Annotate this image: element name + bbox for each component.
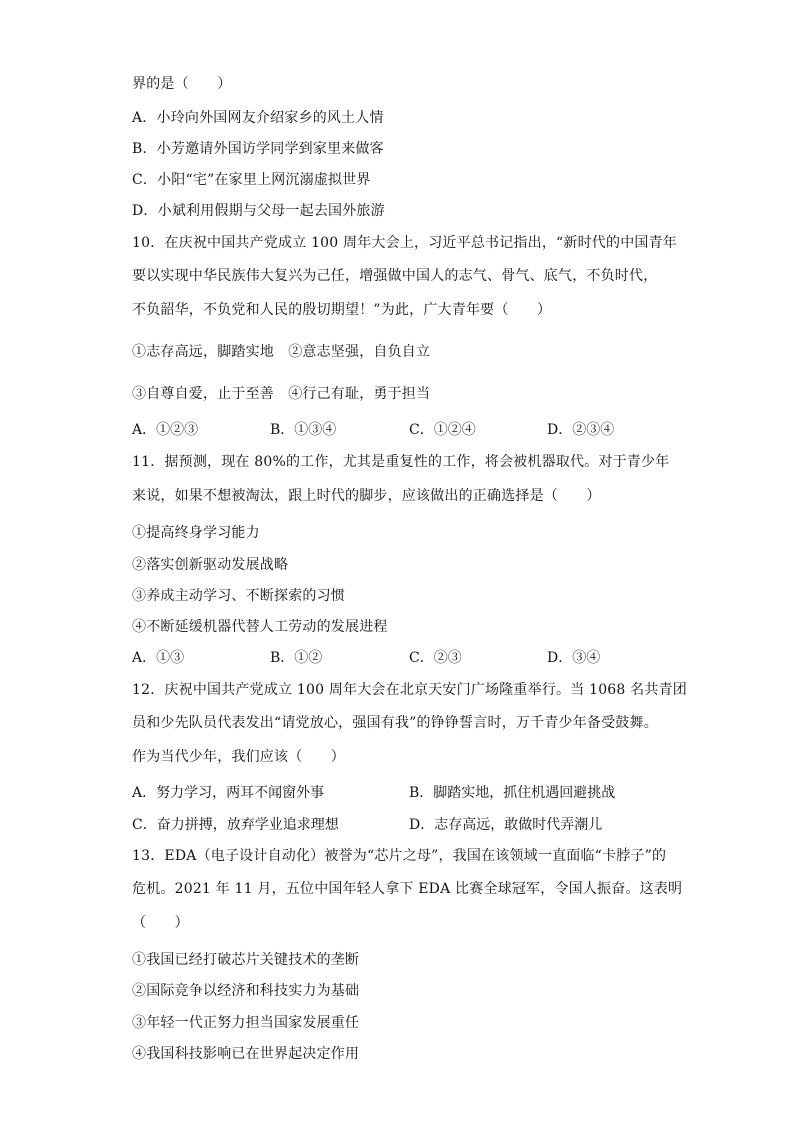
q10-stem-line-1: 10．在庆祝中国共产党成立 100 周年大会上，习近平总书记指出，“新时代的中国青年	[132, 235, 677, 251]
q11-option-d: D．③④	[547, 650, 601, 666]
q9-stem-tail: 界的是（ ）	[132, 76, 232, 92]
q12-option-a: A．努力学习，两耳不闻窗外事	[132, 785, 325, 801]
q13-stem-line-1: 13．EDA（电子设计自动化）被誉为“芯片之母”，我国在该领域一直面临“卡脖子”的	[132, 848, 667, 864]
q10-statement-3-4: ③自尊自爱，止于至善 ④行己有耻，勇于担当	[132, 386, 431, 402]
q12-stem-line-3: 作为当代少年，我们应该（ ）	[132, 749, 345, 765]
q13-statement-3: ③年轻一代正努力担当国家发展重任	[132, 1015, 360, 1031]
q11-option-a: A．①③	[132, 650, 185, 666]
q12-option-c: C．奋力拼搏，放弃学业追求理想	[132, 817, 339, 833]
q11-statement-3: ③养成主动学习、不断探索的习惯	[132, 588, 345, 604]
q12-option-d: D．志存高远，敢做时代弄潮儿	[409, 817, 603, 833]
q11-option-b: B．①②	[270, 650, 323, 666]
q11-statement-1: ①提高终身学习能力	[132, 525, 260, 541]
q10-option-d: D．②③④	[547, 422, 615, 438]
q11-stem-line-2: 来说，如果不想被淘汰，跟上时代的脚步，应该做出的正确选择是（ ）	[132, 488, 601, 504]
q11-option-c: C．②③	[409, 650, 462, 666]
q9-option-a: A．小玲向外国网友介绍家乡的风土人情	[132, 110, 384, 126]
q11-stem-line-1: 11．据预测，现在 80%的工作，尤其是重复性的工作，将会被机器取代。对于青少年	[132, 454, 670, 470]
q13-stem-line-2: 危机。2021 年 11 月，五位中国年轻人拿下 EDA 比赛全球冠军，令国人振奋。这表明	[132, 881, 683, 897]
q10-statement-1-2: ①志存高远，脚踏实地 ②意志坚强，自负自立	[132, 344, 431, 360]
q9-option-d: D．小斌利用假期与父母一起去国外旅游	[132, 203, 385, 219]
q12-stem-line-1: 12．庆祝中国共产党成立 100 周年大会在北京天安门广场隆重举行。当 1068 名共青团	[132, 682, 687, 698]
q12-stem-line-2: 员和少先队员代表发出“请党放心，强国有我”的铮铮誓言时，万千青少年备受鼓舞。	[132, 715, 658, 731]
q12-option-b: B．脚踏实地，抓住机遇回避挑战	[409, 785, 616, 801]
q9-option-c: C．小阳“宅”在家里上网沉溺虚拟世界	[132, 172, 371, 188]
q13-statement-1: ①我国已经打破芯片关键技术的垄断	[132, 952, 360, 968]
q13-statement-4: ④我国科技影响已在世界起决定作用	[132, 1046, 360, 1062]
q11-statement-4: ④不断延缓机器代替人工劳动的发展进程	[132, 619, 388, 635]
q13-statement-2: ②国际竞争以经济和科技实力为基础	[132, 983, 360, 999]
q10-option-c: C．①②④	[409, 422, 476, 438]
q10-option-b: B．①③④	[270, 422, 337, 438]
q11-statement-2: ②落实创新驱动发展战略	[132, 557, 289, 573]
q10-stem-line-3: 不负韶华，不负党和人民的殷切期望！”为此，广大青年要（ ）	[132, 302, 552, 318]
q10-option-a: A．①②③	[132, 422, 199, 438]
q9-option-b: B．小芳邀请外国访学同学到家里来做客	[132, 141, 384, 157]
q10-stem-line-2: 要以实现中华民族伟大复兴为己任，增强做中国人的志气、骨气、底气，不负时代，	[132, 268, 658, 284]
q13-stem-line-3: （ ）	[132, 915, 189, 931]
